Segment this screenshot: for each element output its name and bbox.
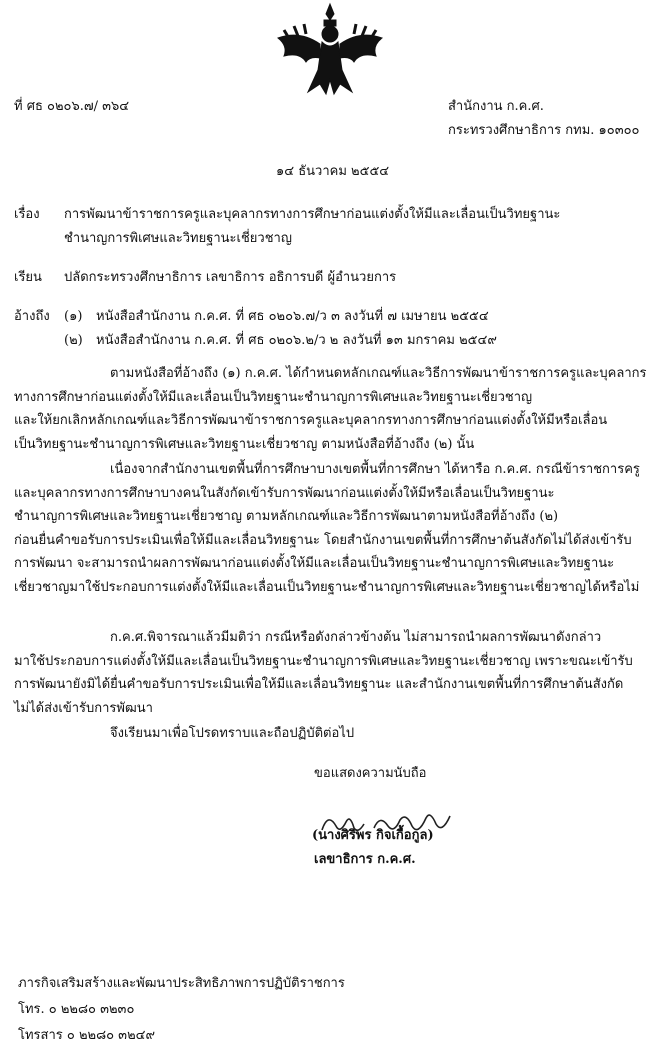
signer-name: (นางศิริพร กิจเกื้อกูล) [312, 828, 434, 843]
paragraph-line: ตามหนังสือที่อ้างถึง (๑) ก.ค.ศ. ได้กำหนดหลักเกณฑ์และวิธีการพัฒนาข้าราชการครูและบุคลากร [110, 366, 647, 381]
body-paragraph-1 [14, 362, 646, 456]
subject-line-1: การพัฒนาข้าราชการครูและบุคลากรทางการศึกษาก่อนแต่งตั้งให้มีและเลื่อนเป็นวิทยฐานะ [64, 207, 561, 222]
footer-department: ภารกิจเสริมสร้างและพัฒนาประสิทธิภาพการปฏิบัติราชการ [18, 976, 345, 991]
reference-1-text: หนังสือสำนักงาน ก.ค.ศ. ที่ ศธ ๐๒๐๖.๗/ว ๓ ลงวันที่ ๗ เมษายน ๒๕๕๔ [96, 309, 489, 324]
references-label: อ้างถึง [14, 309, 50, 324]
regards-line: ขอแสดงความนับถือ [314, 766, 427, 781]
paragraph-line: เชี่ยวชาญมาใช้ประกอบการแต่งตั้งให้มีและเลื่อนเป็นวิทยฐานะชำนาญการพิเศษและวิทยฐานะเชี่ยวชาญได้หรือไม่ [14, 579, 640, 595]
garuda-emblem-icon [270, 0, 390, 98]
paragraph-line: ก่อนยื่นคำขอรับการประเมินเพื่อให้มีและเลื่อนวิทยฐานะ โดยสำนักงานเขตพื้นที่การศึกษาต้นสังกัดไม่ได้ส่งเข้ารับ [14, 532, 632, 548]
body-paragraph-3 [14, 626, 646, 720]
addressee-text: ปลัดกระทรวงศึกษาธิการ เลขาธิการ อธิการบดี ผู้อำนวยการ [64, 270, 397, 285]
reference-number: ที่ ศธ ๐๒๐๖.๗/ ๓๖๔ [14, 99, 130, 114]
paragraph-line: ก.ค.ศ.พิจารณาแล้วมีมติว่า กรณีหรือดังกล่าวข้างต้น ไม่สามารถนำผลการพัฒนาดังกล่าว [110, 630, 602, 645]
ministry-address: กระทรวงศึกษาธิการ กทม. ๑๐๓๐๐ [448, 123, 640, 138]
paragraph-line: เป็นวิทยฐานะชำนาญการพิเศษและวิทยฐานะเชี่ยวชาญ ตามหนังสือที่อ้างถึง (๒) นั้น [14, 436, 475, 452]
reference-1-number: (๑) [64, 309, 83, 324]
signer-title: เลขาธิการ ก.ค.ศ. [314, 852, 416, 867]
reference-2-text: หนังสือสำนักงาน ก.ค.ศ. ที่ ศธ ๐๒๐๖.๒/ว ๒ ลงวันที่ ๑๓ มกราคม ๒๕๔๙ [96, 333, 497, 348]
subject-label: เรื่อง [14, 207, 40, 222]
paragraph-line: ชำนาญการพิเศษและวิทยฐานะเชี่ยวชาญ ตามหลักเกณฑ์และวิธีการพัฒนาตามหนังสือที่อ้างถึง (๒) [14, 509, 559, 524]
paragraph-line: การพัฒนายังมิได้ยื่นคำขอรับการประเมินเพื่อให้มีและเลื่อนวิทยฐานะ และสำนักงานเขตพื้นที่การศึกษาต้นสังกัด [14, 677, 624, 692]
paragraph-line: ไม่ได้ส่งเข้ารับการพัฒนา [14, 700, 153, 716]
closing-line: จึงเรียนมาเพื่อโปรดทราบและถือปฏิบัติต่อไป [110, 726, 355, 741]
paragraph-line: ทางการศึกษาก่อนแต่งตั้งให้มีและเลื่อนเป็นวิทยฐานะชำนาญการพิเศษและวิทยฐานะเชี่ยวชาญ [14, 389, 533, 405]
letter-date: ๑๔ ธันวาคม ๒๕๕๔ [276, 164, 390, 179]
paragraph-line: และให้ยกเลิกหลักเกณฑ์และวิธีการพัฒนาข้าราชการครูและบุคลากรทางการศึกษาก่อนแต่งตั้งให้มีหรือเลื่อน [14, 413, 608, 428]
paragraph-line: การพัฒนา จะสามารถนำผลการพัฒนาก่อนแต่งตั้งให้มีและเลื่อนเป็นวิทยฐานะชำนาญการพิเศษและวิทยฐานะ [14, 556, 615, 571]
footer-fax: โทรสาร ๐ ๒๒๘๐ ๓๒๔๙ [18, 1028, 156, 1043]
office-name: สำนักงาน ก.ค.ศ. [448, 99, 544, 114]
subject-line-2: ชำนาญการพิเศษและวิทยฐานะเชี่ยวชาญ [64, 231, 292, 246]
addressee-label: เรียน [14, 270, 42, 285]
footer-telephone: โทร. ๐ ๒๒๘๐ ๓๒๓๐ [18, 1002, 135, 1017]
paragraph-line: เนื่องจากสำนักงานเขตพื้นที่การศึกษาบางเขตพื้นที่การศึกษา ได้หารือ ก.ค.ศ. กรณีข้าราชการครู [110, 462, 640, 477]
paragraph-line: มาใช้ประกอบการแต่งตั้งให้มีและเลื่อนเป็นวิทยฐานะชำนาญการพิเศษและวิทยฐานะเชี่ยวชาญ เพราะขณะเข้ารับ [14, 653, 633, 669]
reference-2-number: (๒) [64, 333, 83, 348]
body-paragraph-2 [14, 458, 646, 599]
paragraph-line: และบุคลากรทางการศึกษาบางคนในสังกัดเข้ารับการพัฒนาก่อนแต่งตั้งให้มีหรือเลื่อนเป็นวิทยฐานะ [14, 485, 555, 501]
